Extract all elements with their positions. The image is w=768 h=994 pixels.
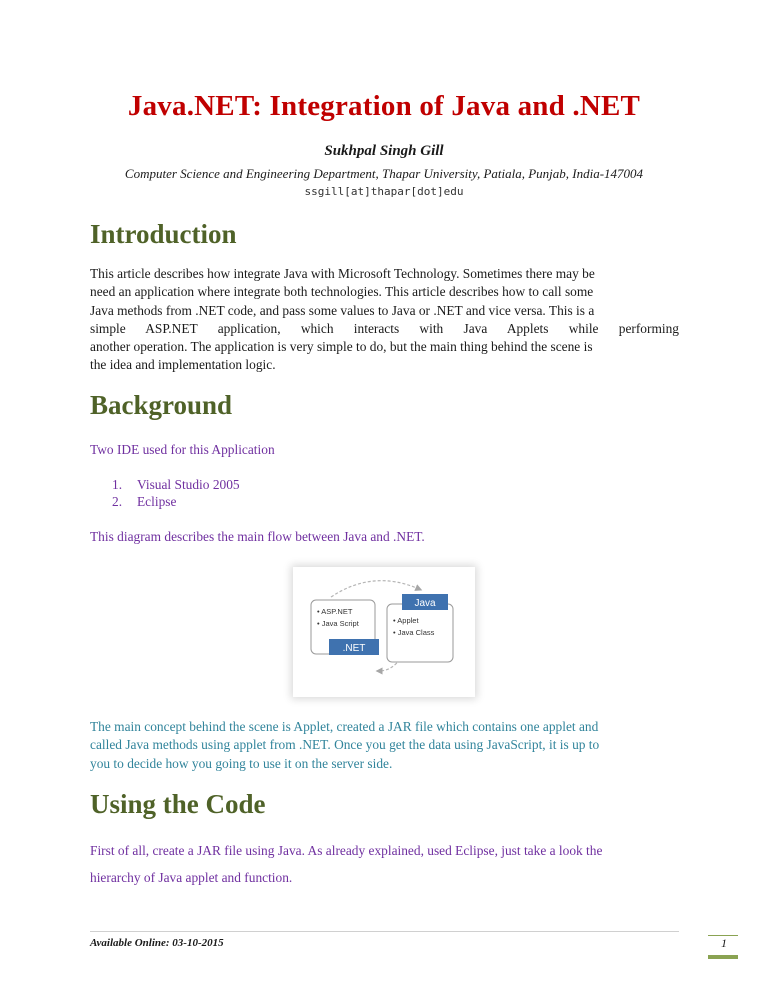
list-item: 2. Eclipse: [112, 494, 177, 509]
text-line: The main concept behind the scene is Applet, created a JAR file which contains one applet and: [90, 719, 599, 734]
flow-diagram-svg: [293, 567, 475, 697]
concept-paragraph: [90, 718, 679, 773]
author-email: ssgill[at]thapar[dot]edu: [304, 185, 464, 198]
background-heading: Background: [90, 390, 233, 420]
text-line: another operation. The application is very simple to do, but the main thing behind the scene is: [90, 339, 593, 355]
footer-available-online: Available Online: 03-10-2015: [90, 937, 224, 949]
background-intro: Two IDE used for this Application: [90, 442, 275, 457]
page-number-rule-bottom: [708, 955, 738, 959]
text-line: Java methods from .NET code, and pass some values to Java or .NET and vice versa. This is a: [90, 302, 595, 318]
text-line: the idea and implementation logic.: [90, 357, 276, 373]
text-line: This article describes how integrate Java with Microsoft Technology. Sometimes there may be: [90, 266, 595, 281]
using-code-paragraph: [90, 837, 679, 891]
java-net-flow-diagram: [293, 567, 475, 697]
text-line: simple ASP.NET application, which interacts with Java Applets while performing: [90, 320, 679, 336]
java-label: Java: [414, 598, 436, 609]
net-label: .NET: [342, 643, 366, 654]
text-line: need an application where integrate both technologies. This article describes how to call some: [90, 284, 594, 300]
list-item: 1. Visual Studio 2005: [112, 477, 240, 492]
ide-list: [112, 476, 240, 510]
net-item-javascript: • Java Script: [317, 619, 359, 628]
page-number: 1: [721, 936, 727, 950]
author-affiliation: Computer Science and Engineering Department, Thapar University, Patiala, Punjab, India-147004: [124, 166, 644, 181]
introduction-heading: Introduction: [90, 219, 237, 249]
text-line: you to decide how you going to use it on the server side.: [90, 755, 393, 771]
diagram-caption: This diagram describes the main flow between Java and .NET.: [90, 529, 425, 544]
using-code-heading: Using the Code: [90, 789, 266, 819]
paper-title: Java.NET: Integration of Java and .NET: [127, 90, 641, 122]
author-name: Sukhpal Singh Gill: [324, 143, 444, 159]
text-line: hierarchy of Java applet and function.: [90, 870, 293, 885]
text-line: First of all, create a JAR file using Java. As already explained, used Eclipse, just take a look the: [90, 843, 603, 858]
net-item-aspnet: • ASP.NET: [317, 607, 353, 616]
text-line: called Java methods using applet from .NET. Once you get the data using JavaScript, it is up to: [90, 737, 600, 753]
footer-divider: [90, 931, 679, 932]
introduction-paragraph: [90, 265, 679, 375]
java-item-applet: • Applet: [393, 616, 419, 625]
java-item-class: • Java Class: [393, 628, 435, 637]
